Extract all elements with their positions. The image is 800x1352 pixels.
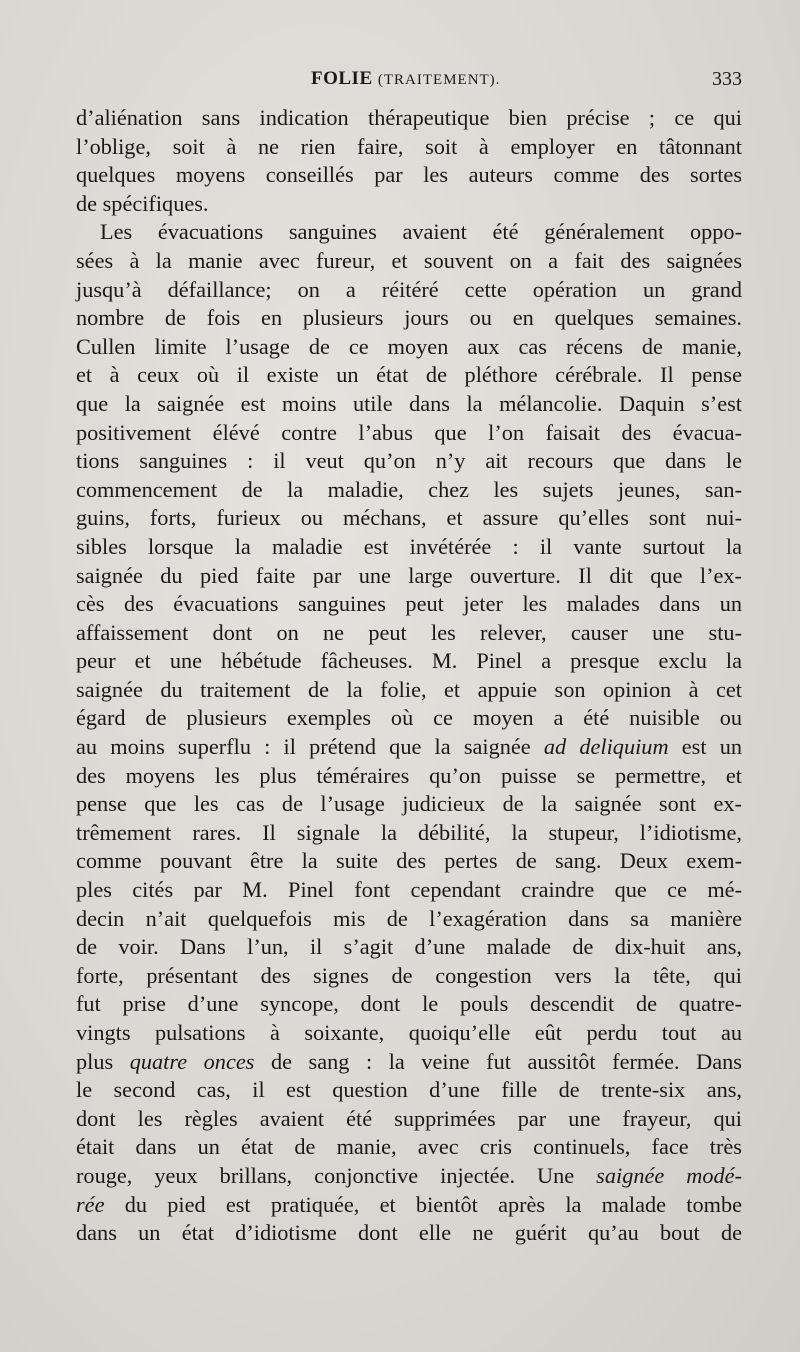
text-line: nombre de fois en plusieurs jours ou en quelques semaines. [76, 305, 742, 331]
text-line: dans un état d’idiotisme dont elle ne guérit qu’au bout de [76, 1220, 742, 1246]
text-line: sées à la manie avec fureur, et souvent on a fait des saignées [76, 247, 742, 273]
text-line: de spécifiques. [76, 190, 209, 216]
text-line: peur et une hébétude fâcheuses. M. Pinel a presque exclu la [76, 648, 742, 674]
text-line: l’oblige, soit à ne rien faire, soit à employer en tâtonnant [76, 133, 742, 159]
text-line: sibles lorsque la maladie est invétérée : il vante surtout la [76, 533, 742, 559]
text-line: égard de plusieurs exemples où ce moyen a été nuisible ou [76, 705, 742, 731]
text-line: et à ceux où il existe un état de pléthore cérébrale. Il pense [76, 362, 742, 388]
italic-phrase: saignée modé- [596, 1162, 742, 1188]
running-head [311, 68, 500, 90]
text-line: saignée du pied faite par une large ouverture. Il dit que l’ex- [76, 562, 742, 588]
text-line: comme pouvant être la suite des pertes de sang. Deux exem- [76, 848, 742, 874]
italic-phrase: quatre onces [129, 1048, 255, 1074]
text-line: commencement de la maladie, chez les sujets jeunes, san- [76, 476, 742, 502]
text-run: de sang : la veine fut aussitôt fermée. Dans [254, 1048, 742, 1074]
text-run: du pied est pratiquée, et bientôt après la malade tombe [104, 1191, 742, 1217]
text-line [76, 733, 742, 762]
text-line: trêmement rares. Il signale la débilité, la stupeur, l’idiotisme, [76, 819, 742, 845]
text-line: dont les règles avaient été supprimées par une frayeur, qui [76, 1105, 742, 1131]
text-line: de voir. Dans l’un, il s’agit d’une malade de dix-huit ans, [76, 934, 742, 960]
text-line: d’aliénation sans indication thérapeutique bien précise ; ce qui [76, 105, 742, 130]
text-line [76, 1191, 742, 1220]
text-line: quelques moyens conseillés par les auteurs comme des sortes [76, 162, 742, 188]
running-head-title: FOLIE [311, 68, 373, 89]
text-line: le second cas, il est question d’une fille de trente-six ans, [76, 1077, 742, 1103]
text-line: tions sanguines : il veut qu’on n’y ait recours que dans le [76, 448, 742, 474]
text-line: que la saignée est moins utile dans la mélancolie. Daquin s’est [76, 390, 742, 416]
text-line [76, 1048, 742, 1077]
text-line: jusqu’à défaillance; on a réitéré cette opération un grand [76, 276, 742, 302]
italic-phrase: ad deliquium [543, 734, 669, 760]
text-run: rouge, yeux brillans, conjonctive injectée. Une [76, 1162, 597, 1188]
text-run: est un [668, 734, 743, 760]
text-line: des moyens les plus téméraires qu’on puisse se permettre, et [76, 762, 742, 788]
text-line: decin n’ait quelquefois mis de l’exagération dans sa manière [76, 905, 742, 931]
text-line: vingts pulsations à soixante, quoiqu’elle eût perdu tout au [76, 1020, 742, 1045]
body-text [76, 104, 742, 1248]
text-line: était dans un état de manie, avec cris continuels, face très [76, 1134, 742, 1160]
text-line: saignée du traitement de la folie, et appuie son opinion à cet [76, 676, 742, 702]
text-line: pense que les cas de l’usage judicieux de la saignée sont ex- [76, 791, 742, 817]
text-line: Cullen limite l’usage de ce moyen aux cas récens de manie, [76, 333, 742, 359]
text-run: plus [76, 1048, 130, 1074]
page-number: 333 [712, 68, 742, 90]
text-line: affaissement dont on ne peut les relever, causer une stu- [76, 619, 742, 645]
text-line: guins, forts, furieux ou méchans, et assure qu’elles sont nui- [76, 505, 742, 531]
text-line: fut prise d’une syncope, dont le pouls descendit de quatre- [76, 991, 742, 1017]
page-header [76, 68, 742, 98]
italic-phrase: rée [76, 1191, 105, 1217]
text-line: cès des évacuations sanguines peut jeter les malades dans un [76, 591, 742, 617]
text-line: Les évacuations sanguines avaient été généralement oppo- [100, 219, 742, 245]
running-head-subtitle: (TRAITEMENT). [377, 72, 501, 88]
text-line [76, 1162, 742, 1191]
text-line: positivement élévé contre l’abus que l’on faisait des évacua- [76, 419, 742, 445]
text-run: au moins superflu : il prétend que la saignée [76, 734, 544, 760]
text-line: forte, présentant des signes de congestion vers la tête, qui [76, 962, 742, 988]
text-line: ples cités par M. Pinel font cependant craindre que ce mé- [76, 877, 742, 903]
